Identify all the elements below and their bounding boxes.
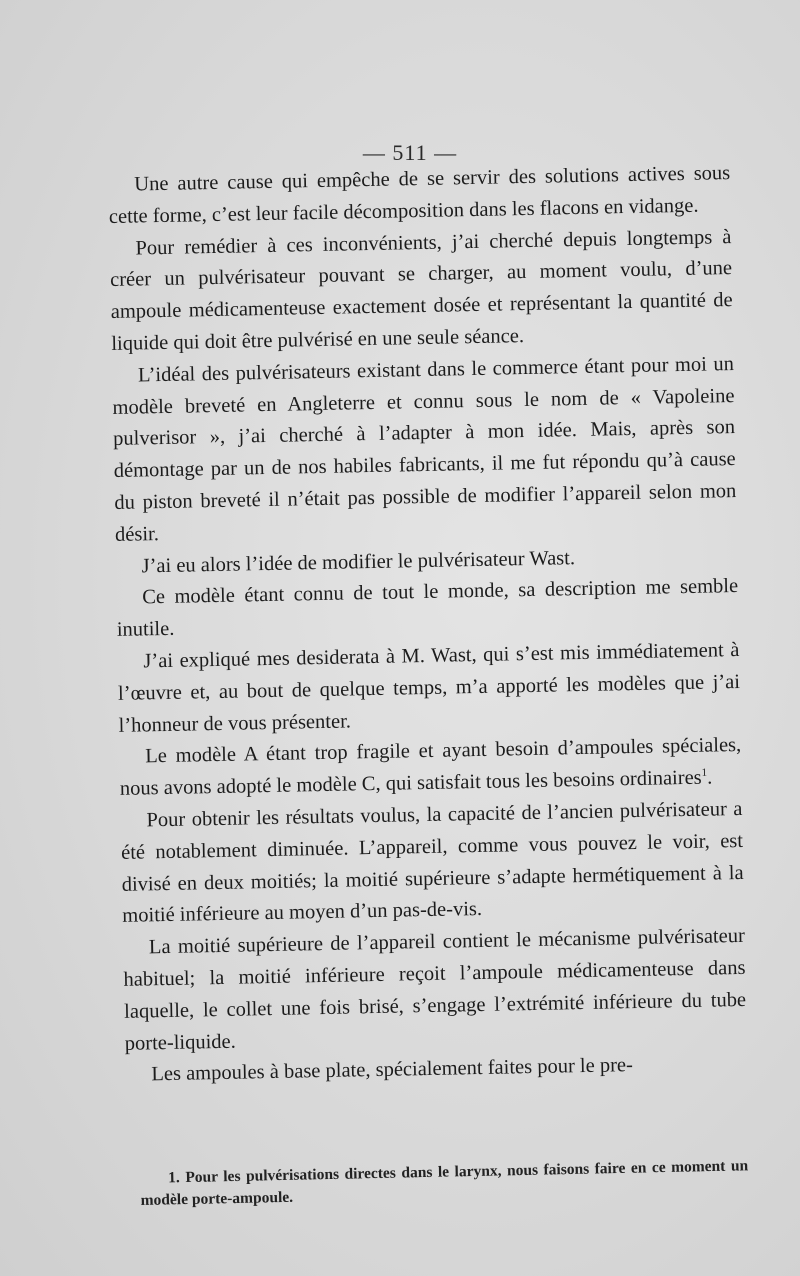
footnote bbox=[140, 1155, 749, 1212]
paragraph: J’ai expliqué mes desiderata à M. Wast, qui s’est mis immédiatement à l’œuvre et, au bout de quelque temps, m’a apporté les modèles que j’ai l’honneur de vous présenter. bbox=[117, 638, 741, 737]
body-text bbox=[108, 158, 748, 1092]
page-number: — 511 — bbox=[362, 140, 458, 165]
footnote-reference[interactable]: 1 bbox=[701, 766, 708, 780]
paragraph: J’ai eu alors l’idée de modifier le pulvérisateur Wast. bbox=[141, 546, 576, 577]
footnote-text: Pour les pulvérisations directes dans le larynx, nous faisons faire en ce moment un modèle porte-ampoule. bbox=[140, 1157, 749, 1209]
paragraph: L’idéal des pulvérisateurs existant dans le commerce étant pour moi un modèle breveté en Angleterre et connu sous le nom de « Vapoleine pulverisor », j’ai cherché à l’adapter à mon idée. Mais, après son démontage par un de nos habiles fabricants, il me fut répondu qu’à cause du piston breveté il n’était pas possible de modifier l’appareil selon mon désir. bbox=[112, 352, 737, 546]
paragraph: Les ampoules à base plate, spécialement faites pour le pre- bbox=[151, 1054, 634, 1086]
footnote-marker: 1. bbox=[168, 1169, 181, 1187]
paragraph-text: Le modèle A étant trop fragile et ayant besoin d’ampoules spéciales, nous avons adopté le modèle C, qui satisfait tous les besoins ordinaires bbox=[119, 734, 742, 801]
paragraph: Ce modèle étant connu de tout le monde, sa description me semble inutile. bbox=[116, 575, 739, 642]
paragraph-with-footnote-ref bbox=[119, 730, 742, 806]
paragraph: Pour remédier à ces inconvénients, j’ai cherché depuis longtemps à créer un pulvérisateur pouvant se charger, au moment voulu, d’une ampoule médicamenteuse exactement dosée et représentant la quantité de liquide qui doit être pulvérisé en une seule séance. bbox=[109, 225, 733, 355]
paragraph: Pour obtenir les résultats voulus, la capacité de l’ancien pulvérisateur a été notablement diminuée. L’appareil, comme vous pouvez le voir, est divisé en deux moitiés; la moitié supérieure s’adapte hermétiquement à la moitié inférieure au moyen d’un pas-de-vis. bbox=[120, 797, 744, 928]
paragraph: La moitié supérieure de l’appareil contient le mécanisme pulvérisateur habituel; la moitié inférieure reçoit l’ampoule médicamenteuse dans laquelle, le collet une fois brisé, s’engage l’extrémité inférieure du tube porte-liquide. bbox=[123, 925, 747, 1055]
paragraph-end-punctuation: . bbox=[706, 766, 713, 789]
paragraph: Une autre cause qui empêche de se servir des solutions actives sous cette forme, c’est leur facile décomposition dans les flacons en vidange. bbox=[108, 162, 731, 228]
